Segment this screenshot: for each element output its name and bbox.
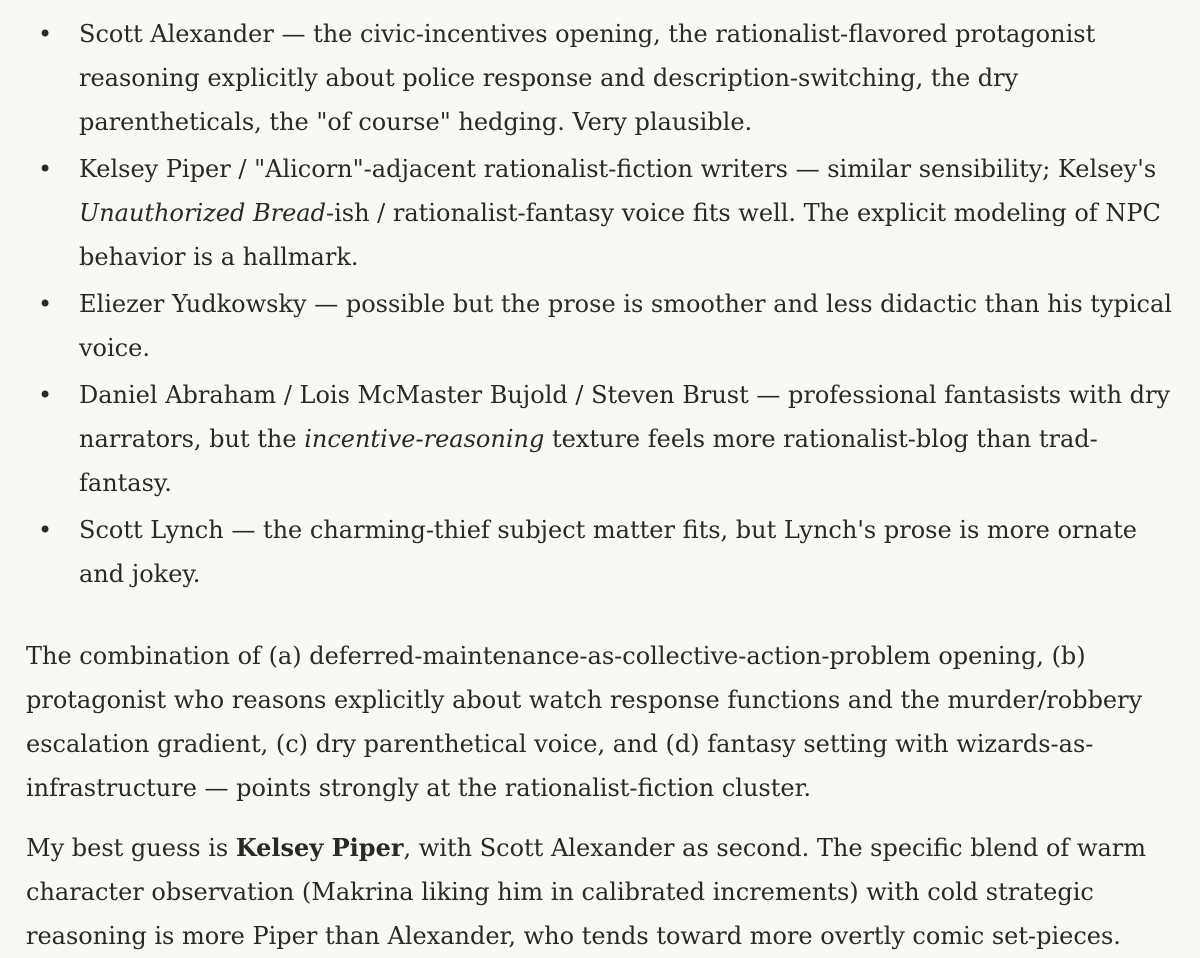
bullet: • bbox=[38, 290, 53, 318]
list-item bbox=[26, 373, 1180, 505]
em-dash: — bbox=[787, 155, 828, 183]
bullet: • bbox=[38, 155, 53, 183]
item-text: possible but the prose is smoother and less didactic than his typical voice. bbox=[79, 290, 1172, 362]
candidate-author-list bbox=[26, 12, 1180, 596]
author-name: Kelsey Piper / "Alicorn"-adjacent rationalist-fiction writers bbox=[79, 155, 788, 183]
list-item bbox=[26, 508, 1180, 596]
list-item bbox=[26, 282, 1180, 370]
item-text: -ish / rationalist-fantasy voice fits well. The explicit modeling of NPC behavior is a hallmark. bbox=[79, 199, 1161, 271]
combination-paragraph: The combination of (a) deferred-maintenance-as-collective-action-problem opening, (b) protagonist who reasons explicitly about watch response functions and the murder/robbery escalation gradient, (c) dry parenthetical voice, and (d) fantasy setting with wizards-as-infrastructure — points strongly at the rationalist-fiction cluster. bbox=[26, 642, 1143, 802]
bullet: • bbox=[38, 20, 53, 48]
author-name: Daniel Abraham / Lois McMaster Bujold / Steven Brust bbox=[79, 381, 749, 409]
em-dash: — bbox=[273, 20, 314, 48]
em-dash: — bbox=[748, 381, 789, 409]
best-guess-paragraph bbox=[26, 826, 1180, 958]
book-title: Unauthorized Bread bbox=[79, 199, 326, 227]
paragraph-text: , with Scott Alexander as second. The specific blend of warm character observation (Makrina liking him in calibrated increments) with cold strategic reasoning is more Piper than Alexander, who tends toward more overtly comic set-pieces. bbox=[26, 834, 1146, 950]
item-text: professional fantasists with dry narrators, but the bbox=[79, 381, 1171, 453]
list-item bbox=[26, 12, 1180, 144]
item-text: the charming-thief subject matter fits, but Lynch's prose is more ornate and jokey. bbox=[79, 516, 1137, 588]
paragraph-text: My best guess is bbox=[26, 834, 236, 862]
best-guess-name: Kelsey Piper bbox=[235, 833, 404, 862]
item-text: the civic-incentives opening, the rationalist-flavored protagonist reasoning explicitly about police response and description-switching, the dry parentheticals, the "of course" hedging. Very plausible. bbox=[79, 20, 1096, 136]
author-name: Scott Alexander bbox=[79, 20, 274, 48]
bullet: • bbox=[38, 381, 53, 409]
author-name: Scott Lynch bbox=[79, 516, 224, 544]
list-item bbox=[26, 147, 1180, 279]
emphasis: incentive-reasoning bbox=[304, 425, 545, 453]
item-text: similar sensibility; Kelsey's bbox=[827, 155, 1157, 183]
bullet: • bbox=[38, 516, 53, 544]
item-text: texture feels more rationalist-blog than trad-fantasy. bbox=[79, 425, 1098, 497]
author-name: Eliezer Yudkowsky bbox=[79, 290, 307, 318]
em-dash: — bbox=[223, 516, 263, 544]
em-dash: — bbox=[306, 290, 346, 318]
